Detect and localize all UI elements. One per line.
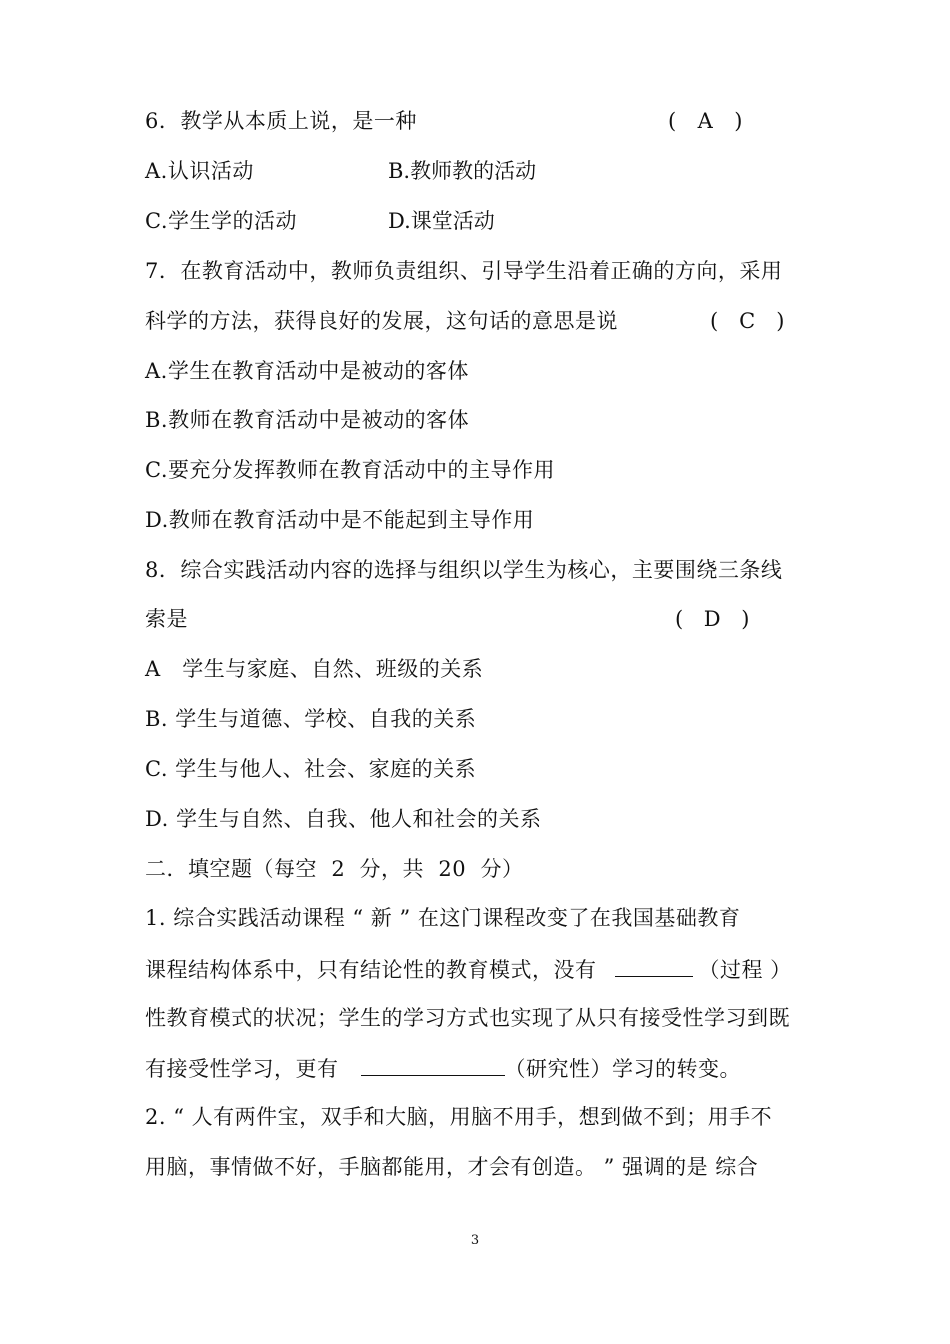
f2-line-2: 用脑，事情做不好，手脑都能用，才会有创造。 ” 强调的是 综合 [145, 1155, 759, 1179]
f1-blank-2[interactable] [361, 1053, 505, 1076]
f1-blank-1[interactable] [615, 954, 693, 977]
q6-option-c: C.学生学的活动 [145, 209, 297, 233]
q6-option-b: B.教师教的活动 [388, 159, 537, 183]
f1-line-2-text: 课程结构体系中，只有结论性的教育模式，没有 [145, 958, 597, 982]
f1-line-4-suffix: （研究性）学习的转变。 [504, 1057, 741, 1081]
page-number: 3 [470, 1233, 480, 1248]
q8-option-b: B. 学生与道德、学校、自我的关系 [145, 707, 477, 731]
q7-answer: C [739, 309, 756, 333]
f1-line-2 [145, 954, 792, 984]
q7-option-c: C.要充分发挥教师在教育活动中的主导作用 [145, 458, 555, 482]
f1-line-4 [145, 1053, 741, 1083]
q7-stem-line-2: 科学的方法，获得良好的发展，这句话的意思是说 [145, 309, 618, 333]
f1-line-3: 性教育模式的状况；学生的学习方式也实现了从只有接受性学习到既 [145, 1006, 790, 1030]
q6-answer-bracket: ( A ) [668, 109, 743, 133]
f1-line-1: 1. 综合实践活动课程 “ 新 ” 在这门课程改变了在我国基础教育 [145, 906, 741, 930]
q8-option-a: A 学生与家庭、自然、班级的关系 [145, 657, 484, 681]
q6-answer: A [697, 109, 713, 133]
q8-option-d: D. 学生与自然、自我、他人和社会的关系 [145, 807, 542, 831]
f1-line-2-suffix: （过程 ） [698, 958, 792, 982]
q7-option-a: A.学生在教育活动中是被动的客体 [145, 359, 469, 383]
section-title: 二．填空题（每空 2 分，共 20 分） [145, 857, 524, 881]
q8-stem-line-2: 索是 [145, 607, 188, 631]
q7-option-d: D.教师在教育活动中是不能起到主导作用 [145, 508, 535, 532]
q8-option-c: C. 学生与他人、社会、家庭的关系 [145, 757, 477, 781]
q6-option-a: A.认识活动 [145, 159, 254, 183]
q7-answer-bracket: ( C ) [710, 309, 785, 333]
f2-line-1: 2. “ 人有两件宝，双手和大脑，用脑不用手，想到做不到；用手不 [145, 1105, 773, 1129]
f1-line-4-text: 有接受性学习，更有 [145, 1057, 339, 1081]
q8-answer-bracket: ( D ) [675, 607, 750, 631]
q7-stem-line-1: 7．在教育活动中，教师负责组织、引导学生沿着正确的方向，采用 [145, 259, 783, 283]
q7-option-b: B.教师在教育活动中是被动的客体 [145, 408, 470, 432]
q6-stem: 6．教学从本质上说，是一种 [145, 109, 417, 133]
q6-option-d: D.课堂活动 [388, 209, 495, 233]
q8-answer: D [703, 607, 721, 631]
q8-stem-line-1: 8．综合实践活动内容的选择与组织以学生为核心，主要围绕三条线 [145, 558, 783, 582]
